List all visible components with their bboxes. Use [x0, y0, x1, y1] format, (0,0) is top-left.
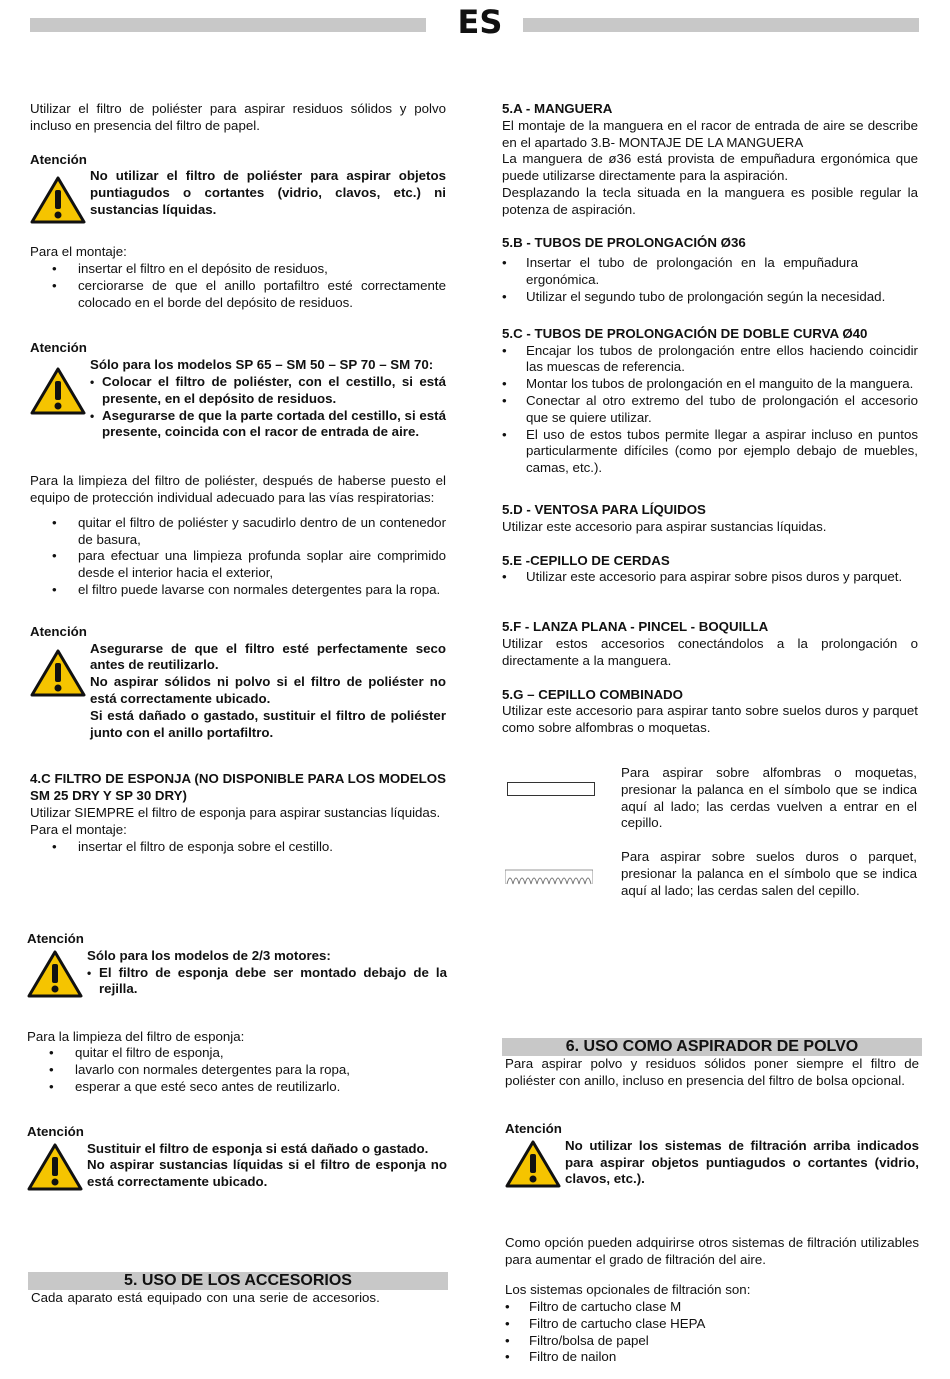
header-bar-right [523, 18, 919, 32]
list-item: • Utilizar el segundo tubo de prolongación según la necesidad. [502, 289, 918, 306]
section-5d-title: 5.D - VENTOSA PARA LÍQUIDOS [502, 501, 706, 517]
optional-filters-text: Como opción pueden adquirirse otros sistemas de filtración utilizables para aumentar el grado de filtración del aire. [505, 1235, 919, 1268]
warning-block-5 [27, 1124, 447, 1196]
list-item: • quitar el filtro de esponja, [27, 1045, 447, 1062]
left-column [30, 101, 446, 855]
warning-triangle-icon [30, 641, 86, 702]
warning-content [90, 641, 446, 742]
language-code: ES [457, 3, 503, 41]
brush-retracted-symbol [507, 782, 595, 796]
warning-line: Sustituir el filtro de esponja si está dañado o gastado. [87, 1140, 429, 1156]
section-4c-text: Utilizar SIEMPRE el filtro de esponja para aspirar sustancias líquidas. [30, 804, 441, 820]
warning-list [87, 965, 447, 999]
section-5e-list [502, 569, 922, 586]
warning-line: No aspirar sólidos ni polvo si el filtro de poliéster no está correctamente ubicado. [90, 674, 446, 706]
warning-intro: Sólo para los modelos SP 65 – SM 50 – SP 70 – SM 70: [90, 357, 434, 373]
list-item: • Encajar los tubos de prolongación entre ellos haciendo coincidir las muescas de referencia. [502, 343, 918, 377]
section-5d-text: Utilizar este accesorio para aspirar sustancias líquidas. [502, 518, 827, 534]
section-5c-list [502, 343, 918, 477]
warning-block-1 [30, 152, 446, 230]
list-item: • Filtro de nailon [505, 1349, 919, 1366]
list-item: • cerciorarse de que el anillo portafiltro esté correctamente colocado en el borde del depósito de residuos. [30, 278, 446, 312]
mount-title: Para el montaje: [30, 244, 127, 260]
section-6-text: Para aspirar polvo y residuos sólidos poner siempre el filtro de poliéster con anillo, incluso en presencia del filtro de bolsa opcional. [505, 1056, 919, 1088]
polyester-clean-list [30, 515, 446, 599]
list-item: • esperar a que esté seco antes de reutilizarlo. [27, 1079, 447, 1096]
section-5e-title: 5.E -CEPILLO DE CERDAS [502, 552, 670, 568]
warning-triangle-icon [27, 948, 83, 1003]
section-5g-text: Utilizar este accesorio para aspirar tanto sobre suelos duros y parquet como sobre alfombras o moquetas. [502, 703, 918, 736]
list-item: • insertar el filtro de esponja sobre el cestillo. [30, 839, 446, 856]
warning-block-2 [30, 340, 446, 441]
warning-content [87, 1141, 447, 1191]
section-5f-title: 5.F - LANZA PLANA - PINCEL - BOQUILLA [502, 619, 769, 635]
warning-triangle-icon [30, 168, 86, 229]
sponge-mount-list [30, 839, 446, 856]
list-item: • El uso de estos tubos permite llegar a aspirar incluso en puntos particularmente difíciles (como por ejemplo debajo de muebles, camas, etc.). [502, 427, 918, 477]
list-item: • El filtro de esponja debe ser montado debajo de la rejilla. [87, 965, 447, 999]
warning-block-4 [27, 931, 447, 1003]
warning-triangle-icon [27, 1141, 83, 1196]
section-5b-list [502, 255, 918, 305]
polyester-filter-intro: Utilizar el filtro de poliéster para aspirar residuos sólidos y polvo incluso en presencia del filtro de papel. [30, 101, 446, 133]
warning-title: Atención [30, 151, 87, 167]
brush-bristles-symbol [505, 866, 593, 886]
section-5-text: Cada aparato está equipado con una serie de accesorios. [31, 1290, 380, 1305]
list-item: • Asegurarse de que la parte cortada del cestillo, si está presente, coincida con el racor de entrada de aire. [90, 408, 446, 442]
sponge-clean-list [27, 1045, 447, 1095]
warning-title: Atención [505, 1121, 562, 1136]
optional-filters-list [505, 1299, 919, 1366]
list-item: • Filtro de cartucho clase HEPA [505, 1316, 919, 1333]
section-5b-title: 5.B - TUBOS DE PROLONGACIÓN Ø36 [502, 234, 746, 250]
warning-text: No utilizar los sistemas de filtración arriba indicados para aspirar objetos puntiagudos o cortantes (vidrio, clavos, etc.). [565, 1137, 919, 1187]
list-item: • Colocar el filtro de poliéster, con el cestillo, si está presente, en el depósito de residuos. [90, 374, 446, 408]
header-bar-left [30, 18, 426, 32]
section-5a-text: El montaje de la manguera en el racor de entrada de aire se describe en el apartado 3.B- MONTAJE DE LA MANGUERA [502, 117, 918, 150]
list-item: • para efectuar una limpieza profunda soplar aire comprimido desde el interior hacia el exterior, [30, 548, 446, 582]
left-column-lower [27, 931, 447, 1195]
list-item: • quitar el filtro de poliéster y sacudirlo dentro de un contenedor de basura, [30, 515, 446, 549]
right-column [502, 101, 918, 737]
sponge-mount-title: Para el montaje: [30, 821, 127, 837]
warning-block-3 [30, 624, 446, 742]
section-5a-text: Desplazando la tecla situada en la manguera es posible regular la potenza de aspiración. [502, 184, 918, 217]
warning-line: Si está dañado o gastado, sustituir el filtro de poliéster junto con el anillo portafiltro. [90, 707, 446, 740]
list-item: • Montar los tubos de prolongación en el manguito de la manguera. [502, 376, 918, 393]
section-6-title: 6. USO COMO ASPIRADOR DE POLVO [502, 1038, 922, 1056]
list-item: • el filtro puede lavarse con normales detergentes para la ropa. [30, 582, 446, 599]
section-5a-title: 5.A - MANGUERA [502, 101, 613, 116]
mount-list [30, 261, 446, 311]
warning-triangle-icon [30, 357, 86, 420]
list-item: • lavarlo con normales detergentes para la ropa, [27, 1062, 447, 1079]
list-item: • Filtro de cartucho clase M [505, 1299, 919, 1316]
list-item: • Utilizar este accesorio para aspirar sobre pisos duros y parquet. [502, 569, 922, 586]
list-item: • insertar el filtro en el depósito de residuos, [30, 261, 446, 278]
section-5g-title: 5.G – CEPILLO COMBINADO [502, 686, 684, 702]
warning-line: No aspirar sustancias líquidas si el filtro de esponja no está correctamente ubicado. [87, 1157, 447, 1190]
section-5f-text: Utilizar estos accesorios conectándolos a la prolongación o directamente a la manguera. [502, 635, 918, 668]
section-5c-title: 5.C - TUBOS DE PROLONGACIÓN DE DOBLE CURVA Ø40 [502, 325, 868, 341]
optional-filters [505, 1222, 919, 1366]
sponge-clean-intro: Para la limpieza del filtro de esponja: [27, 1028, 245, 1044]
list-item: • Insertar el tubo de prolongación en la empuñadura ergonómica. [502, 255, 918, 289]
warning-block-6 [505, 1121, 919, 1193]
warning-title: Atención [27, 931, 84, 946]
section-5a-text: La manguera de ø36 está provista de empuñadura ergonómica que puede utilizarse directamente para la aspiración. [502, 151, 918, 184]
warning-content [87, 948, 447, 998]
warning-content [90, 357, 446, 441]
warning-triangle-icon [505, 1138, 561, 1193]
section-5-title: 5. USO DE LOS ACCESORIOS [28, 1272, 448, 1290]
warning-title: Atención [27, 1123, 84, 1139]
warning-list [90, 374, 446, 441]
warning-title: Atención [30, 623, 87, 639]
polyester-clean-intro: Para la limpieza del filtro de poliéster, después de haberse puesto el equipo de protección individual adecuado para las vías respiratorias: [30, 473, 446, 505]
list-item: • Conectar al otro extremo del tubo de prolongación el accesorio que se quiere utilizar. [502, 393, 918, 427]
warning-title: Atención [30, 340, 87, 356]
warning-line: Asegurarse de que el filtro esté perfectamente seco antes de reutilizarlo. [90, 640, 446, 673]
warning-intro: Sólo para los modelos de 2/3 motores: [87, 947, 331, 963]
list-item: • Filtro/bolsa de papel [505, 1333, 919, 1350]
optional-filters-title: Los sistemas opcionales de filtración son: [505, 1282, 751, 1298]
warning-text: No utilizar el filtro de poliéster para aspirar objetos puntiagudos o cortantes (vidrio, clavos, etc.) ni sustancias líquidas. [90, 168, 446, 217]
brush-floor-text: Para aspirar sobre suelos duros o parquet, presionar la palanca en el símbolo que se indica aquí al lado; las cerdas salen del cepillo. [621, 849, 917, 898]
section-4c-title: 4.C FILTRO DE ESPONJA (NO DISPONIBLE PARA LOS MODELOS SM 25 DRY Y SP 30 DRY) [30, 771, 446, 804]
brush-carpet-text: Para aspirar sobre alfombras o moquetas, presionar la palanca en el símbolo que se indica aquí al lado; las cerdas vuelven a entrar en el cepillo. [621, 765, 917, 831]
